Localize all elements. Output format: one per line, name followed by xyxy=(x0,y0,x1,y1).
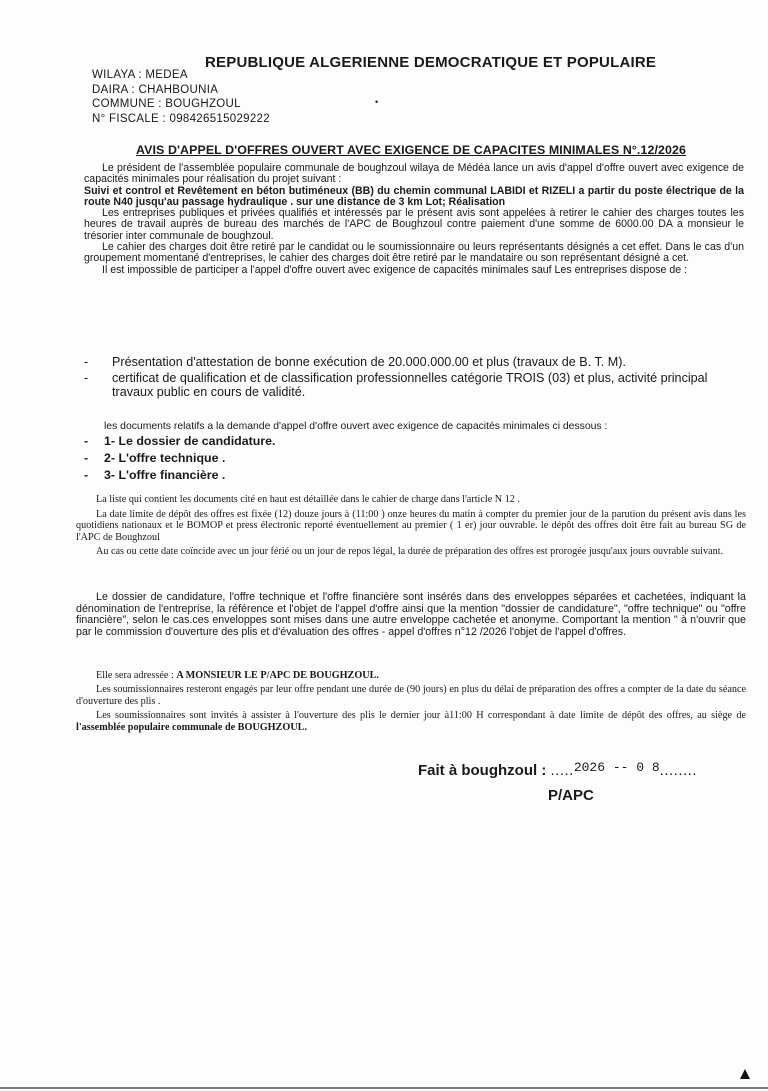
requirement-item: - Présentation d'attestation de bonne exécution de 20.000.000.00 et plus (travaux de B. T. M). xyxy=(84,355,626,369)
documents-section xyxy=(84,421,744,484)
deadline-section xyxy=(76,494,746,561)
project-paragraph: Suivi et control et Revêtement en béton butiméneux (BB) du chemin communal LABIDI et RIZELI a partir du poste électrique de la route N40 jusqu'au passage hydraulique . sur une distance de 3 km Lot; Réalisation xyxy=(84,184,744,208)
document-item: - 3- L'offre financière . xyxy=(84,468,226,482)
closing-section xyxy=(76,670,746,736)
document-item: - 1- Le dossier de candidature. xyxy=(84,434,276,448)
place-date-line: Fait à boughzoul : .....2026 -- 0 8........ xyxy=(418,760,697,779)
documents-intro: les documents relatifs a la demande d'appel d'offre ouvert avec exigence de capacités minimales ci dessous : xyxy=(104,421,608,432)
daira-line: DAIRA : CHAHBOUNIA xyxy=(92,83,219,96)
signatory: P/APC xyxy=(548,787,594,804)
triangle-mark-icon xyxy=(740,1069,750,1079)
envelopes-section xyxy=(76,592,746,638)
requirement-item: - certificat de qualification et de classification professionnelles catégorie TROIS (03) et plus, activité principal travaux public en cours de validité. xyxy=(84,371,708,399)
fiscal-number-line: N° FISCALE : 098426515029222 xyxy=(92,112,270,125)
stray-dot: • xyxy=(375,97,379,107)
entreprises-paragraph: Les entreprises publiques et privées qualifiés et intéressés par le présent avis sont appelées à retirer le cahier des charges toutes les heures de travail auprès de bureau des marchés de l'APC de Boughzoul contre paiement d'une somme de 6000.00 DA a monsieur le trésorier inter communale de boughzoul. xyxy=(84,207,744,242)
liste-paragraph: La liste qui contient les documents cité en haut est détaillée dans le cahier de charge dans l'article N 12 . xyxy=(96,494,520,505)
impossible-paragraph: Il est impossible de participer a l'appel d'offre ouvert avec exigence de capacités minimales sauf Les entreprises dispose de : xyxy=(102,263,688,276)
document-item: - 2- L'offre technique . xyxy=(84,451,226,465)
administrative-block xyxy=(92,68,270,126)
date-paragraph: La date limite de dépôt des offres est fixée (12) douze jours à (11:00 ) onze heures du matin à compter du premier jour de la parution du présent avis dans les quotidiens nationaux et le BOMOP et press électronic reporté éventuellement au premier ( 1 er) jour ouvrable. le dépôt des offres doit être fait au bureau SG de l'APC de Boughzoul xyxy=(76,508,746,543)
invites-paragraph: Les soumissionnaires sont invités à assister à l'ouverture des plis le dernier jour à11:00 H correspondant à date limite de dépôt des offres, au siège de l'assemblée populaire communale de BOUGHZOUL. xyxy=(76,710,746,733)
wilaya-line: WILAYA : MEDEA xyxy=(92,69,188,81)
ferie-paragraph: Au cas ou cette date coïncide avec un jour férié ou un jour de repos légal, la durée de préparation des offres est prorogée jusqu'aux jours ouvrable suivant. xyxy=(96,546,724,557)
requirements-list xyxy=(84,355,744,401)
commune-line: COMMUNE : BOUGHZOUL xyxy=(92,98,241,111)
engages-paragraph: Les soumissionnaires resteront engagés par leur offre pendant une durée de (90 jours) en plus du délai de préparation des offres a compter de la date du séance d'ouverture des plis . xyxy=(76,684,746,707)
cahier-paragraph: Le cahier des charges doit être retiré par le candidat ou le soumissionnaire ou leurs représentants désignés a cet effet. Dans le cas d'un groupement momentané d'entreprises, le cahier des charges doit être retiré par le mandataire ou son représentant désigné a cet. xyxy=(84,241,744,265)
fait-label: Fait à boughzoul : xyxy=(418,762,551,779)
enveloppes-paragraph: Le dossier de candidature, l'offre technique et l'offre financière sont insérés dans des enveloppes séparées et cachetées, indiquant la dénomination de l'entreprise, la référence et l'objet de l'appel d'offre ainsi que la mention "dossier de candidature", "offre technique" ou "offre financière", selon le cas.ces enveloppes sont mises dans une autre enveloppe cachetée et anonyme. Comportant la mention " à n'ouvrir que par le commission d'ouverture des plis et d'évaluation des offres - appel d'offres n°12 /2026 l'objet de l'appel d'offres. xyxy=(76,591,746,638)
handwritten-date: 2026 -- 0 8 xyxy=(573,760,660,775)
notice-title: AVIS D'APPEL D'OFFRES OUVERT AVEC EXIGENCE DE CAPACITES MINIMALES N°.12/2026 xyxy=(136,143,686,157)
address-paragraph: Elle sera adressée : A MONSIEUR LE P/APC DE BOUGHZOUL. xyxy=(96,670,379,681)
notice-body xyxy=(84,163,744,276)
intro-paragraph: Le président de l'assemblée populaire communale de boughzoul wilaya de Médéa lance un avis d'appel d'offre ouvert avec exigence de capacités minimales pour réalisation du projet suivant : xyxy=(84,162,744,186)
republic-heading: REPUBLIQUE ALGERIENNE DEMOCRATIQUE ET POPULAIRE xyxy=(205,54,657,71)
scan-edge-line xyxy=(0,1087,768,1089)
